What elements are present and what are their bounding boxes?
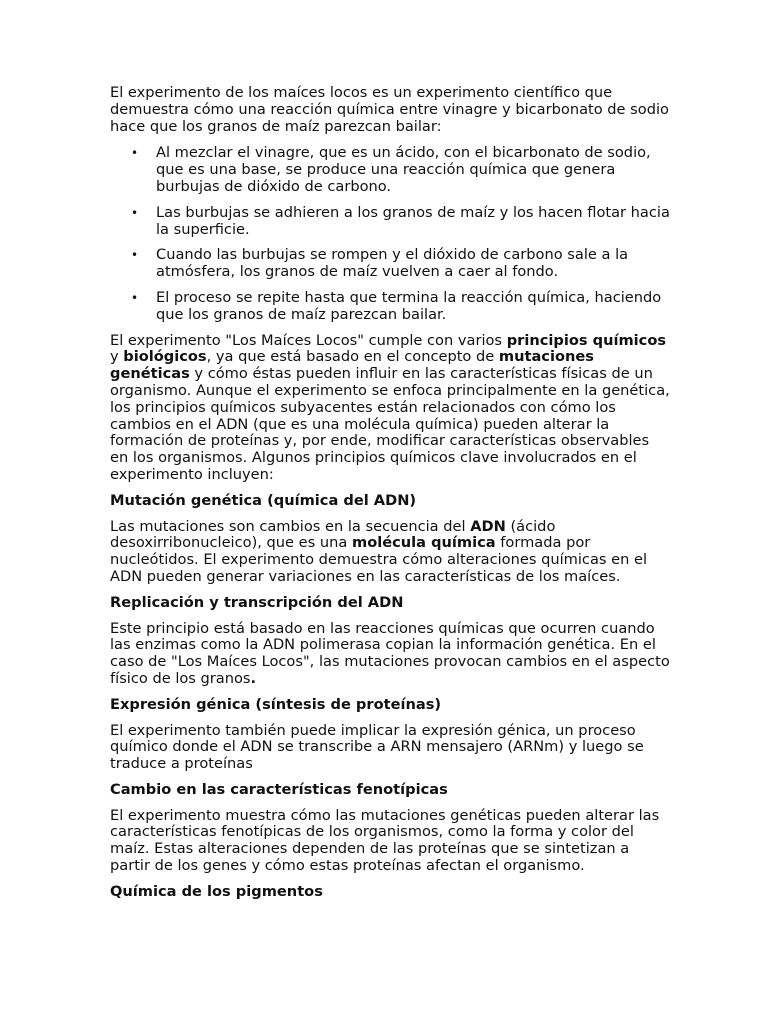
- section-paragraph-fenotipo: El experimento muestra cómo las mutaciones genéticas pueden alterar las características fenotípicas de los organismos, como la forma y color del maíz. Estas alteraciones dependen de las proteínas que se sintetizan a partir de los genes y cómo estas proteínas afectan el organismo.: [110, 806, 660, 875]
- text-run: Este principio está basado en las reacciones químicas que ocurren cuando las enzimas como la ADN polimerasa copian la información genética. En el caso de "Los Maíces Locos", las mutaciones provocan cambios en el aspecto físico de los granos: [110, 619, 670, 687]
- bold-term: ADN: [470, 517, 506, 535]
- bullet-icon: •: [131, 146, 139, 161]
- bold-term: .: [250, 669, 257, 687]
- bullet-icon: •: [131, 248, 139, 263]
- section-heading-replicacion: Replicación y transcripción del ADN: [110, 593, 404, 611]
- bold-term: biológicos: [123, 348, 207, 366]
- text-run: El experimento "Los Maíces Locos" cumple con varios: [110, 331, 507, 349]
- section-paragraph-expresion: El experimento también puede implicar la expresión génica, un proceso químico donde el ADN se transcribe a ARN mensajero (ARNm) y luego se traduce a proteínas: [110, 721, 644, 773]
- text-run: , ya que está basado en el concepto de: [206, 348, 499, 366]
- list-item: [110, 205, 670, 239]
- list-item-text: Al mezclar el vinagre, que es un ácido, con el bicarbonato de sodio, que es una base, se produce una reacción química que genera burbujas de dióxido de carbono.: [156, 144, 651, 195]
- text-run: (ácido desoxirribonucleico), que es una: [110, 517, 556, 552]
- text-run: Las mutaciones son cambios en la secuencia del: [110, 517, 471, 535]
- section-heading-expresion: Expresión génica (síntesis de proteínas): [110, 695, 442, 713]
- intro-paragraph: El experimento de los maíces locos es un experimento científico que demuestra cómo una reacción química entre vinagre y bicarbonato de sodio hace que los granos de maíz parezcan bailar:: [110, 84, 669, 135]
- section-heading-pigmentos: Química de los pigmentos: [110, 882, 323, 900]
- document-body: [110, 85, 670, 910]
- bold-term: molécula química: [351, 534, 496, 552]
- text-run: formada por nucleótidos. El experimento demuestra cómo alteraciones químicas en el ADN pueden generar variaciones en las características de los maíces.: [110, 534, 648, 585]
- list-item: [110, 145, 670, 195]
- bullet-icon: •: [131, 205, 139, 220]
- bold-term: principios químicos: [506, 331, 667, 349]
- list-item-text: Cuando las burbujas se rompen y el dióxido de carbono sale a la atmósfera, los granos de maíz vuelven a caer al fondo.: [156, 246, 629, 281]
- list-item-text: El proceso se repite hasta que termina la reacción química, haciendo que los granos de maíz parezcan bailar.: [156, 288, 662, 323]
- list-item-text: Las burbujas se adhieren a los granos de maíz y los hacen flotar hacia la superficie.: [156, 203, 670, 238]
- bold-term: mutaciones genéticas: [110, 348, 594, 383]
- bullet-icon: •: [131, 290, 139, 305]
- principles-paragraph: [110, 333, 670, 484]
- list-item: [110, 247, 670, 281]
- text-run: y: [110, 348, 124, 366]
- bullet-list: [110, 145, 670, 323]
- section-heading-fenotipo: Cambio en las características fenotípicas: [110, 780, 448, 798]
- section-paragraph-mutacion: [110, 519, 670, 586]
- section-heading-mutacion: Mutación genética (química del ADN): [110, 491, 417, 509]
- text-run: y cómo éstas pueden influir en las características físicas de un organismo. Aunque el experimento se enfoca principalmente en la genética, los principios químicos subyacentes están relacionados con cómo los cambios en el ADN (que es una molécula química) pueden alterar la formación de proteínas y, por ende, modificar características observables en los organismos. Algunos principios químicos clave involucrados en el experimento incluyen:: [110, 365, 670, 483]
- list-item: [110, 290, 670, 324]
- section-paragraph-replicacion: [110, 621, 670, 688]
